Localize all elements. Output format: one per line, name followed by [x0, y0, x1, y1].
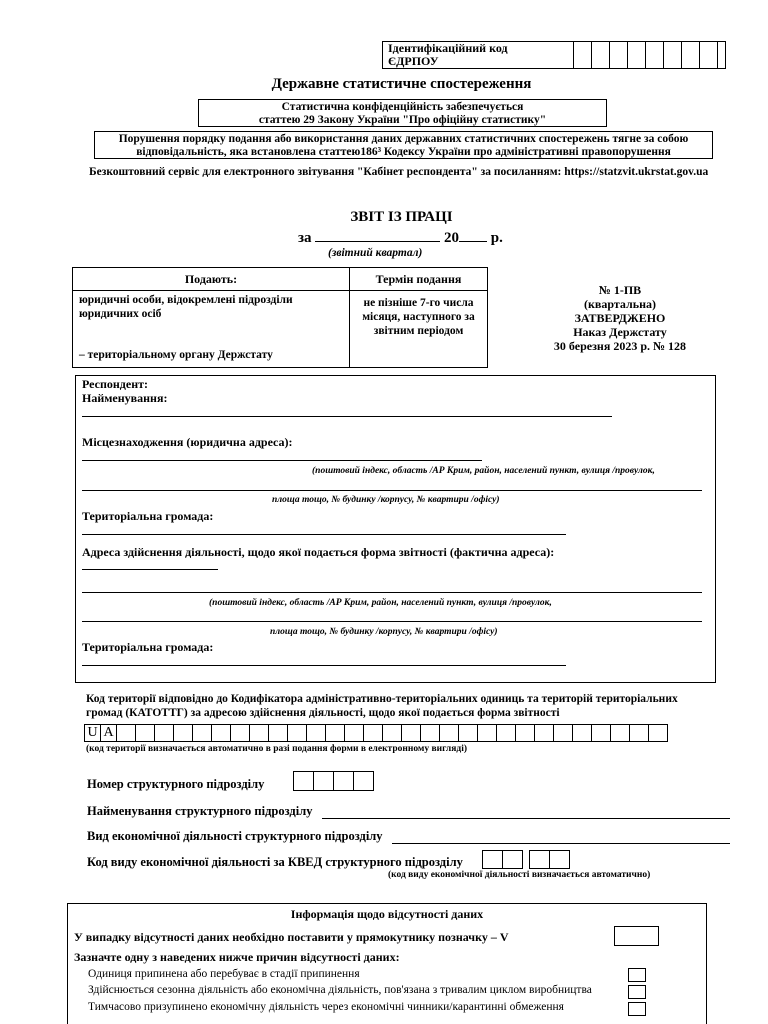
kved-cells-group-2[interactable]	[529, 850, 569, 869]
kved-cell[interactable]	[529, 850, 550, 869]
reason-1-checkbox[interactable]	[628, 968, 646, 982]
katottg-cell[interactable]	[496, 724, 516, 742]
form-number: № 1-ПВ	[598, 283, 642, 297]
edrpou-label	[388, 42, 508, 68]
electronic-service-note: Безкоштовний сервіс для електронного звітування "Кабінет респондента" за посиланням: https://statzvit.ukrstat.gov.ua	[89, 166, 709, 178]
katottg-note: (код території визначається автоматично в разі подання форми в електронному вигляді)	[86, 744, 468, 754]
katottg-cell[interactable]	[458, 724, 478, 742]
address-hint-1: (поштовий індекс, область /АР Крим, район, населений пункт, вулиця /провулок,	[312, 466, 655, 476]
community-field[interactable]	[82, 534, 566, 535]
katottg-label	[86, 692, 678, 720]
katottg-cell[interactable]	[477, 724, 497, 742]
activity-field[interactable]	[392, 843, 730, 844]
edrpou-label-line2: ЄДРПОУ	[388, 54, 439, 68]
katottg-cell[interactable]	[515, 724, 535, 742]
location-label: Місцезнаходження (юридична адреса):	[82, 435, 293, 449]
edrpou-cell[interactable]	[681, 41, 700, 69]
report-year-prefix: 20	[444, 230, 460, 246]
confidentiality-line2: статтею 29 Закону України "Про офіційну статистику"	[258, 114, 547, 126]
edrpou-cell[interactable]	[663, 41, 682, 69]
reason-2: Здійснюється сезонна діяльність або економічна діяльність, пов'язана з тривалим циклом виробництва	[88, 984, 592, 996]
respondent-title: Респондент:	[82, 377, 148, 391]
katottg-cell[interactable]	[211, 724, 231, 742]
unit-number-cell[interactable]	[293, 771, 314, 791]
form-order-date: 30 березня 2023 р. № 128	[553, 339, 687, 353]
edrpou-cell[interactable]	[573, 41, 592, 69]
report-za: за	[298, 230, 312, 246]
report-title: ЗВІТ ІЗ ПРАЦІ	[350, 209, 453, 225]
form-approved: ЗАТВЕРДЖЕНО	[574, 311, 666, 325]
katottg-cell[interactable]	[249, 724, 269, 742]
reason-1: Одиниця припинена або перебуває в стадії припинення	[88, 968, 360, 980]
katottg-cell[interactable]	[648, 724, 668, 742]
edrpou-cell[interactable]	[699, 41, 718, 69]
kved-cell[interactable]	[549, 850, 570, 869]
reason-3: Тимчасово призупинено економічну діяльність через економічні чинники/карантинні обмеження	[88, 1001, 564, 1013]
katottg-cell[interactable]	[439, 724, 459, 742]
respondent-section	[75, 375, 716, 683]
activity-label: Вид економічної діяльності структурного підрозділу	[87, 829, 383, 843]
reason-prompt: Зазначте одну з наведених нижче причин відсутності даних:	[74, 950, 400, 964]
confidentiality-line1: Статистична конфіденційність забезпечується	[281, 101, 524, 113]
violation-box	[94, 131, 713, 159]
address-hint-2: площа тощо, № будинку /корпусу, № квартири /офісу)	[272, 495, 500, 505]
absence-title: Інформація щодо відсутності даних	[290, 907, 484, 921]
submit-table-divider-h	[73, 290, 487, 291]
edrpou-block	[382, 41, 726, 69]
katottg-cell[interactable]	[192, 724, 212, 742]
katottg-cell[interactable]	[382, 724, 402, 742]
respondent-name-label: Найменування:	[82, 391, 168, 405]
submit-col1-bottom: – територіальному органу Держстату	[79, 349, 273, 361]
unit-number-cells[interactable]	[293, 771, 373, 791]
katottg-cell[interactable]	[230, 724, 250, 742]
unit-number-cell[interactable]	[333, 771, 354, 791]
katottg-cell[interactable]	[154, 724, 174, 742]
kved-note: (код виду економічної діяльності визначається автоматично)	[388, 870, 651, 880]
katottg-cell[interactable]	[173, 724, 193, 742]
katottg-cell[interactable]	[591, 724, 611, 742]
form-approval-info	[515, 283, 725, 353]
actual-address-field-1[interactable]	[82, 569, 218, 570]
submit-col1-header: Подають:	[184, 272, 238, 286]
katottg-cell[interactable]	[553, 724, 573, 742]
katottg-cell[interactable]	[572, 724, 592, 742]
address-hint-3: (поштовий індекс, область /АР Крим, район, населений пункт, вулиця /провулок,	[209, 598, 552, 608]
absence-section	[67, 903, 707, 1024]
edrpou-cell[interactable]	[645, 41, 664, 69]
katottg-label-line2: громад (КАТОТТГ) за адресою здійснення діяльності, щодо якої подається форма звітності	[86, 707, 560, 719]
submit-table	[72, 267, 488, 368]
form-order: Наказ Держстату	[573, 325, 667, 339]
kved-label: Код виду економічної діяльності за КВЕД структурного підрозділу	[87, 855, 463, 869]
respondent-name-field[interactable]	[82, 416, 612, 417]
report-period-row	[298, 229, 503, 247]
submit-col2-text: не пізніше 7-го числа місяця, наступного за звітним періодом	[362, 297, 475, 337]
katottg-prefix-cell: A	[100, 724, 117, 742]
period-note: (звітний квартал)	[328, 247, 423, 259]
katottg-cell[interactable]	[610, 724, 630, 742]
katottg-cell[interactable]	[116, 724, 136, 742]
katottg-cell[interactable]	[325, 724, 345, 742]
katottg-cell[interactable]	[420, 724, 440, 742]
katottg-cell[interactable]	[268, 724, 288, 742]
katottg-code-cells[interactable]	[84, 724, 667, 742]
address-hint-4: площа тощо, № будинку /корпусу, № квартири /офісу)	[270, 627, 498, 637]
location-field-2[interactable]	[82, 490, 702, 491]
katottg-cell[interactable]	[363, 724, 383, 742]
location-field-1[interactable]	[82, 460, 482, 461]
community-field-2[interactable]	[82, 665, 566, 666]
violation-line1: Порушення порядку подання або використання даних державних статистичних спостережень тягне за собою	[118, 133, 689, 145]
unit-number-cell[interactable]	[353, 771, 374, 791]
kved-cell[interactable]	[502, 850, 523, 869]
submit-col1-text: юридичні особи, відокремлені підрозділи юридичних осіб	[79, 294, 293, 320]
unit-name-label: Найменування структурного підрозділу	[87, 804, 313, 818]
katottg-cell[interactable]	[287, 724, 307, 742]
katottg-cell[interactable]	[534, 724, 554, 742]
form-periodicity: (квартальна)	[583, 297, 657, 311]
kved-cell[interactable]	[482, 850, 503, 869]
community-label-2: Територіальна громада:	[82, 640, 214, 654]
unit-number-label: Номер структурного підрозділу	[87, 777, 265, 791]
violation-line2: відповідальність, яка встановлена статтею186³ Кодексу України про адміністративні правопорушення	[136, 146, 671, 158]
katottg-cell[interactable]	[629, 724, 649, 742]
katottg-label-line1: Код території відповідно до Кодифікатора адміністративно-територіальних одиниць та територій територіальних	[86, 693, 678, 705]
community-label: Територіальна громада:	[82, 509, 214, 523]
edrpou-cell[interactable]	[609, 41, 628, 69]
absence-checkbox[interactable]	[614, 926, 659, 946]
actual-address-field-2[interactable]	[82, 592, 702, 593]
actual-address-label: Адреса здійснення діяльності, щодо якої подається форма звітності (фактична адреса):	[82, 545, 555, 559]
katottg-cell[interactable]	[135, 724, 155, 742]
edrpou-cell[interactable]	[591, 41, 610, 69]
reason-2-checkbox[interactable]	[628, 985, 646, 999]
quarter-field[interactable]	[315, 229, 440, 242]
unit-name-field[interactable]	[322, 818, 730, 819]
katottg-cell[interactable]	[344, 724, 364, 742]
year-field[interactable]	[459, 229, 487, 242]
confidentiality-box	[198, 99, 607, 127]
report-year-suffix: р.	[490, 230, 503, 246]
actual-address-field-3[interactable]	[82, 621, 702, 622]
submit-col2-header: Термін подання	[375, 272, 462, 286]
kved-cells-group-1[interactable]	[482, 850, 522, 869]
edrpou-cell[interactable]	[627, 41, 646, 69]
edrpou-code-cells[interactable]	[573, 41, 717, 69]
katottg-cell[interactable]	[306, 724, 326, 742]
katottg-cell[interactable]	[401, 724, 421, 742]
page-title: Державне статистичне спостереження	[271, 76, 532, 92]
reason-3-checkbox[interactable]	[628, 1002, 646, 1016]
absence-instruction: У випадку відсутності даних необхідно поставити у прямокутнику позначку – V	[74, 930, 509, 944]
edrpou-label-line1: Ідентифікаційний код	[388, 41, 508, 55]
katottg-prefix-cell: U	[84, 724, 101, 742]
unit-number-cell[interactable]	[313, 771, 334, 791]
